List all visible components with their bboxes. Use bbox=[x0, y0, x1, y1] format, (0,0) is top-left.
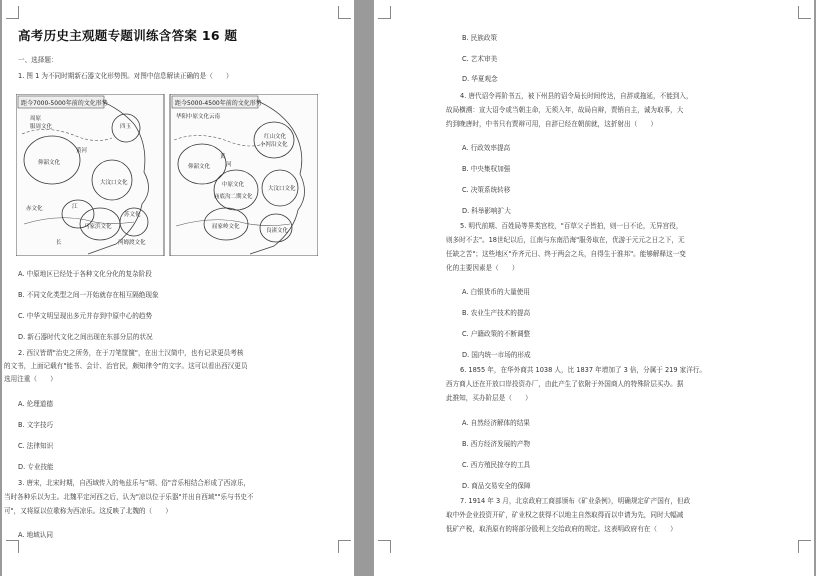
crop-mark-bl bbox=[378, 540, 391, 553]
map-right bbox=[170, 94, 318, 256]
q5-option-a[interactable]: A. 白银货币的大量使用 bbox=[462, 288, 530, 296]
q3-line-2: 当时各种乐以为主。北魏平定河西之后，认为"凉以位于乐器"并出自西域""乐与书史不 bbox=[4, 493, 254, 501]
map-right-label-5: 仰韶文化 bbox=[188, 164, 211, 170]
q1-option-c[interactable]: C. 中华文明呈现出多元并存到中原中心的趋势 bbox=[18, 312, 153, 320]
map-left-label-4: 大汶口文化 bbox=[100, 180, 128, 186]
map-left-label-3: 仰韶文化 bbox=[38, 160, 61, 166]
map-right-label-4: 河 bbox=[226, 162, 232, 168]
map-right-label-0: 华阳中原文化云南 bbox=[176, 114, 221, 120]
q5-line-4: 化的主要因素是（ ） bbox=[446, 264, 519, 272]
q7-line-1: 7. 1914 年 3 月，北京政府工商部颁布《矿业条例》，明确规定矿产国有，但政 bbox=[460, 497, 691, 505]
q3-option-b[interactable]: B. 民族政策 bbox=[462, 34, 498, 42]
map-left-label-7: 河姆渡文化 bbox=[118, 240, 146, 246]
q6-option-d[interactable]: D. 商品交易安全的保障 bbox=[462, 482, 531, 490]
document-page-1 bbox=[2, 0, 354, 576]
map-right-label-8: 中原文化 bbox=[222, 182, 245, 188]
q2-option-a[interactable]: A. 伦理道德 bbox=[18, 400, 53, 408]
crop-mark-br bbox=[798, 540, 811, 553]
document-title: 高考历史主观题专题训练含答案 16 题 bbox=[18, 28, 238, 43]
q2-line-1: 2. 西汉皆谓"治史之所务，在于刀笔筐箧"，在出土汉简中，也有记录更员考核 bbox=[18, 349, 244, 357]
map-left-label-10: 长 bbox=[56, 240, 62, 246]
map-right-label-9: 屈家岭文化 bbox=[212, 224, 240, 230]
q3-option-c[interactable]: C. 艺术审美 bbox=[462, 55, 498, 63]
q6-line-1: 6. 1855 年，在华外商共 1038 人，比 1837 年增加了 3 倍，分属于 219 家洋行。 bbox=[460, 366, 707, 374]
q5-option-c[interactable]: C. 户籍政策的不断调整 bbox=[462, 330, 531, 338]
q5-option-d[interactable]: D. 国内统一市场的形成 bbox=[462, 351, 531, 359]
section-heading: 一、选择题： bbox=[18, 56, 58, 64]
q6-line-3: 此推知，买办阶层是（ ） bbox=[446, 394, 532, 402]
neolithic-culture-maps-figure bbox=[16, 94, 318, 256]
map-right-label-1: 红山文化 bbox=[264, 134, 287, 140]
map-left-label-9: 江 bbox=[72, 204, 78, 210]
crop-mark-tl bbox=[6, 6, 19, 19]
map-left-label-12: 黄河 bbox=[76, 148, 88, 154]
q3-option-d[interactable]: D. 华夏观念 bbox=[462, 75, 498, 83]
q4-line-2: 故局横溯：宣大诏令或当朝主命，无须入年，故局自辩，贾销自主，诚为取事，大 bbox=[446, 106, 684, 114]
map-left-title: 距今7000-5000年前的文化形势 bbox=[21, 100, 108, 107]
map-right-label-3: 黄 bbox=[220, 154, 226, 160]
q2-line-2: 的文书，上面记载有"能书、会计、治官民，颇知律令"的文字。这可以看出西汉更员 bbox=[4, 362, 248, 370]
map-right-label-10: 良渚文化 bbox=[266, 228, 289, 234]
map-left-label-5: 赤文化 bbox=[26, 206, 43, 212]
q5-option-b[interactable]: B. 农业生产技术的提高 bbox=[462, 309, 531, 317]
map-left-label-6: 马家浜文化 bbox=[84, 224, 112, 230]
q6-option-c[interactable]: C. 西方殖民掠夺的工具 bbox=[462, 461, 531, 469]
crop-mark-tr bbox=[338, 6, 351, 19]
q1-option-d[interactable]: D. 新石器时代文化之间出现在东部分层的状况 bbox=[18, 333, 153, 341]
q7-line-2: 取中外企业投资开矿，矿业权之获得不以地主自然取得而以申请为先，同时大幅减 bbox=[446, 511, 684, 519]
q2-option-c[interactable]: C. 法律知识 bbox=[18, 442, 54, 450]
q5-line-1: 5. 明代前期、百姓局等界类宫校，"百草父子皆拍，则一日不论，无异宫役， bbox=[460, 222, 683, 230]
q6-option-b[interactable]: B. 西方经济发展的产物 bbox=[462, 440, 531, 448]
document-page-2 bbox=[374, 0, 814, 576]
q5-line-3: 任缺之苦"；这些地区"乔齐元日、终于两会之兵，自得生于淮邦"。能够解释这一变 bbox=[446, 250, 686, 258]
crop-mark-br bbox=[338, 540, 351, 553]
crop-mark-tr bbox=[798, 6, 811, 19]
map-right-title: 距今5000-4500年前的文化形势 bbox=[175, 100, 262, 107]
q4-option-a[interactable]: A. 行政效率提高 bbox=[462, 144, 511, 152]
map-left-label-8: 苏文化 bbox=[124, 212, 141, 218]
q2-option-b[interactable]: B. 文字技巧 bbox=[18, 421, 54, 429]
crop-mark-bl bbox=[6, 540, 19, 553]
map-left bbox=[16, 94, 164, 256]
map-left-label-0: 四玉 bbox=[120, 124, 132, 130]
q2-line-3: 选用注重（ ） bbox=[4, 375, 57, 383]
map-right-label-2: 小河沿文化 bbox=[260, 142, 288, 148]
map-right-label-7: 大汶口文化 bbox=[268, 186, 296, 192]
map-left-label-1: 周原 bbox=[30, 116, 42, 122]
q4-option-c[interactable]: C. 决策系统转移 bbox=[462, 186, 511, 194]
q3-option-a[interactable]: A. 地域认同 bbox=[18, 531, 53, 539]
map-right-label-6: 庙底沟二期文化 bbox=[214, 194, 253, 200]
q3-line-1: 3. 唐宋，北宋时期，自西域传入的龟兹乐与"胡、俗"音乐相结合形成了西凉乐， bbox=[18, 479, 251, 487]
q1-option-b[interactable]: B. 不同文化类型之间一开始就存在相互隔绝现象 bbox=[18, 291, 159, 299]
q7-line-3: 低矿产税，取消原有的将部分股利上交给政府的规定。这表明政府有在（ ） bbox=[446, 525, 677, 533]
q1-option-a[interactable]: A. 中原地区已经处于各种文化分化的复杂阶段 bbox=[18, 270, 152, 278]
q6-option-a[interactable]: A. 自然经济解体的结果 bbox=[462, 419, 530, 427]
q3-line-3: 可"，又将原以位歌称为西凉乐。这反映了北魏的（ ） bbox=[4, 507, 172, 515]
q4-line-3: 约到晚唐时，中书只有贾辩可用，自辞已经在朝前就，这折射出（ ） bbox=[446, 120, 657, 128]
q6-line-2: 西方商人还在开放口岸投资办厂，由此产生了依附于外国商人的特殊阶层买办。据 bbox=[446, 380, 684, 388]
map-left-label-2: 服周文化 bbox=[30, 124, 53, 130]
question-1-stem: 1. 图 1 为不同时期新石器文化形势图。对图中信息解读正确的是（ ） bbox=[18, 72, 233, 80]
q4-option-b[interactable]: B. 中央集权加强 bbox=[462, 165, 511, 173]
q2-option-d[interactable]: D. 专业技能 bbox=[18, 463, 54, 471]
q5-line-2: 则多时不去"。18世纪以后，江南与东南沿海"服务取在，优游于元元之日之下，无 bbox=[446, 236, 685, 244]
q4-option-d[interactable]: D. 科举影响扩大 bbox=[462, 207, 511, 215]
crop-mark-tl bbox=[378, 6, 391, 19]
q4-line-1: 4. 唐代诏令再阶书五，被下州县的诏令局长时间传达，自辞或拖延，不能到入， bbox=[460, 92, 693, 100]
